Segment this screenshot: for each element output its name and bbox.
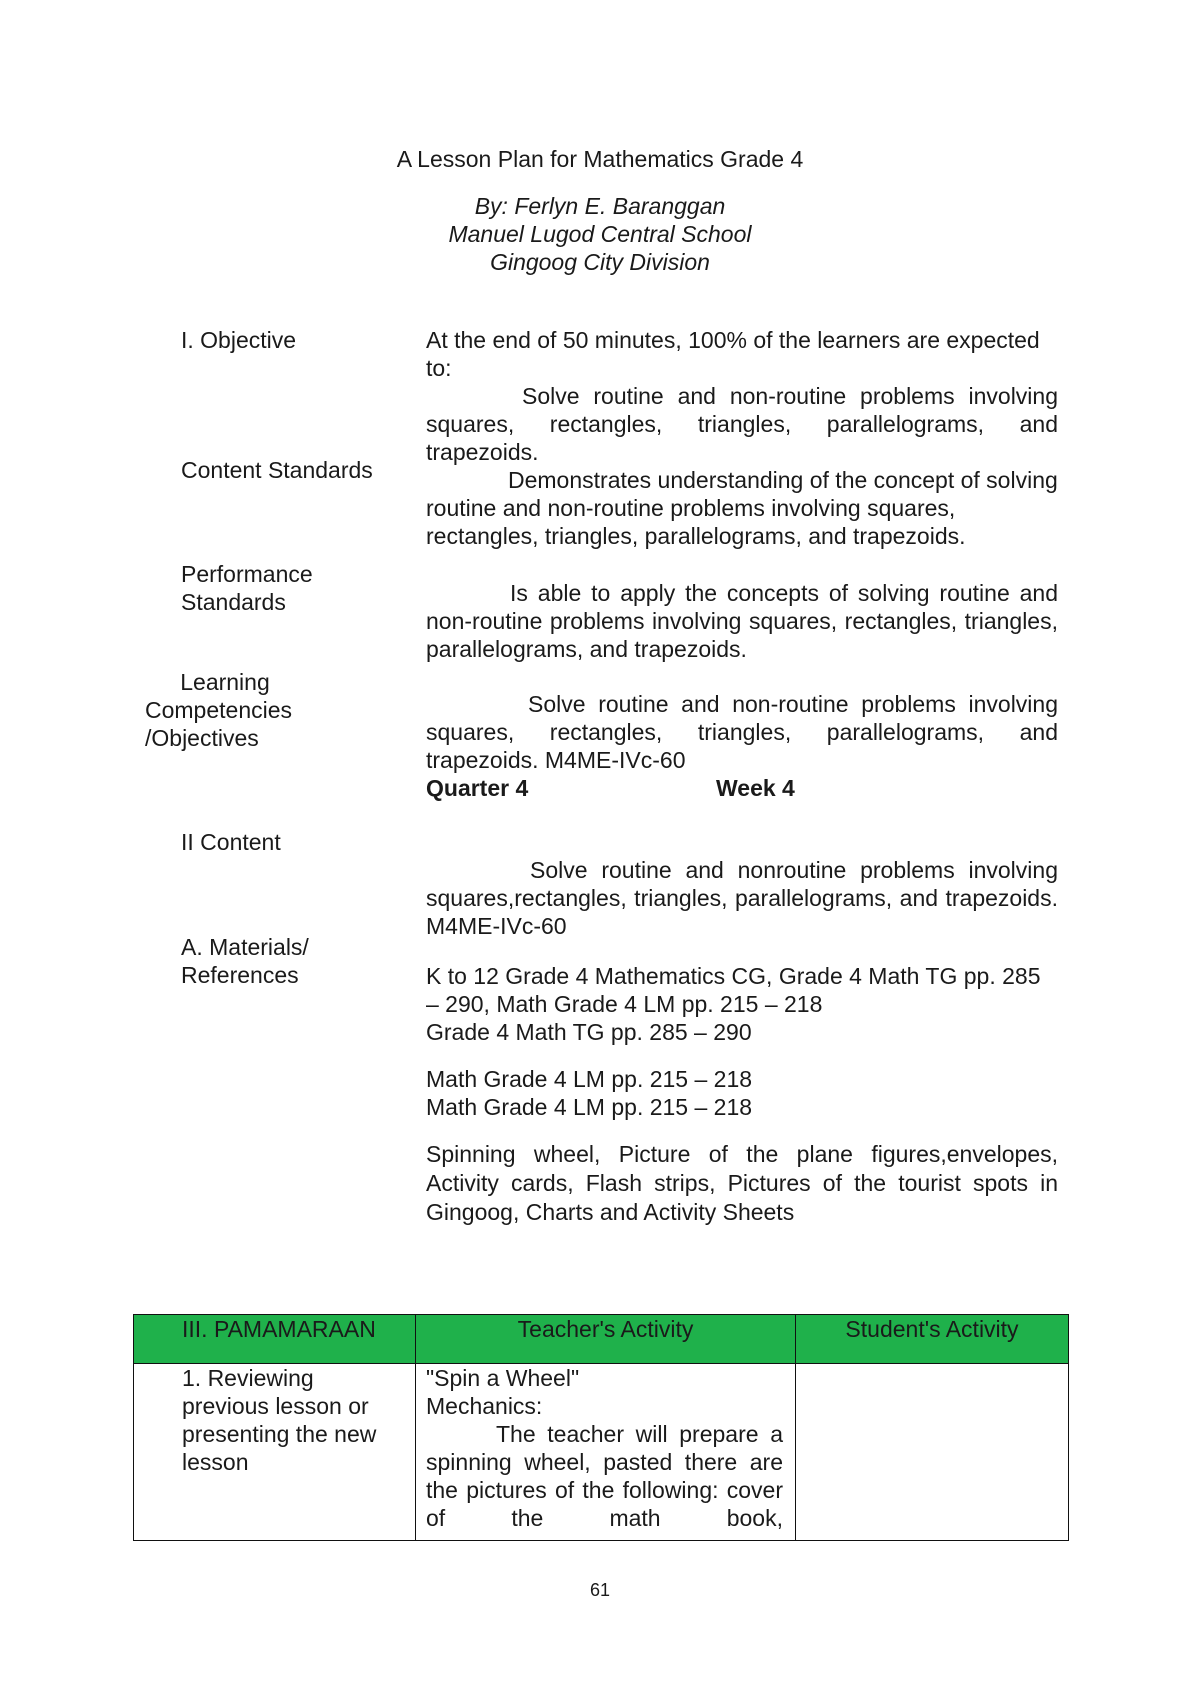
document-title: A Lesson Plan for Mathematics Grade 4 <box>396 146 804 172</box>
performance-standards-text: Is able to apply the concepts of solving routine and non-routine problems involving squares, rectangles, triangles, parallelograms, and trapezoids. <box>426 580 1058 662</box>
label-learning-line-3: /Objectives <box>145 725 259 751</box>
table-row <box>134 1364 1069 1541</box>
procedure-table <box>133 1314 1069 1541</box>
quarter-label: Quarter 4 <box>426 775 529 801</box>
step-cell: 1. Reviewing previous lesson or presenting the new lesson <box>134 1364 416 1541</box>
label-learning-competencies <box>145 668 305 752</box>
reference-4: Math Grade 4 LM pp. 215 – 218 <box>426 1094 753 1120</box>
teacher-activity-cell <box>416 1364 796 1541</box>
header-pamamaraan: III. PAMAMARAAN <box>134 1315 416 1364</box>
label-learning-line-1: Learning <box>180 669 270 695</box>
reference-2: Grade 4 Math TG pp. 285 – 290 <box>426 1019 752 1045</box>
week-label: Week 4 <box>716 775 795 801</box>
label-performance-line-2: Standards <box>181 589 286 615</box>
division-line: Gingoog City Division <box>490 249 710 275</box>
student-activity-cell <box>796 1364 1069 1541</box>
label-objective: I. Objective <box>181 327 297 353</box>
school-line: Manuel Lugod Central School <box>448 221 752 247</box>
label-content-standards: Content Standards <box>181 457 373 483</box>
reference-3: Math Grade 4 LM pp. 215 – 218 <box>426 1066 753 1092</box>
materials-text: Spinning wheel, Picture of the plane figures,envelopes, Activity cards, Flash strips, Pictures of the tourist spots in Gingoog, Charts and Activity Sheets <box>426 1141 1058 1225</box>
competency-text: Solve routine and non-routine problems involving squares, rectangles, triangles, parallelograms, and trapezoids. M4ME-IVc-60 <box>426 691 1058 773</box>
objective-intro: At the end of 50 minutes, 100% of the learners are expected to: <box>426 327 1040 381</box>
label-learning-line-2: Competencies <box>145 697 293 723</box>
content-standards-text: Demonstrates understanding of the concept of solving routine and non-routine problems involving squares, rectangles, triangles, parallelograms, and trapezoids. <box>426 467 1058 549</box>
label-materials-line-2: References <box>181 962 299 988</box>
content-text: Solve routine and nonroutine problems involving squares,rectangles, triangles, parallelograms, and trapezoids. M4ME-IVc-60 <box>426 857 1058 939</box>
table-header-row <box>134 1315 1069 1364</box>
label-performance-line-1: Performance <box>181 561 313 587</box>
activity-title: "Spin a Wheel" <box>426 1365 580 1391</box>
label-materials-references <box>181 933 309 989</box>
mechanics-text: The teacher will prepare a spinning wheel, pasted there are the pictures of the following: cover of the math book, <box>426 1421 783 1531</box>
label-materials-line-1: A. Materials/ <box>181 934 309 960</box>
mechanics-label: Mechanics: <box>426 1393 543 1419</box>
reference-1: K to 12 Grade 4 Mathematics CG, Grade 4 Math TG pp. 285 – 290, Math Grade 4 LM pp. 215 – 218 <box>426 963 1041 1017</box>
label-content: II Content <box>181 829 281 855</box>
objective-text: Solve routine and non-routine problems involving squares, rectangles, triangles, parallelograms, and trapezoids. <box>426 383 1058 465</box>
header-student-activity: Student's Activity <box>796 1315 1069 1364</box>
author-line: By: Ferlyn E. Baranggan <box>474 193 726 219</box>
header-teacher-activity: Teacher's Activity <box>416 1315 796 1364</box>
page-number: 61 <box>589 1580 611 1600</box>
label-performance-standards <box>181 560 313 616</box>
